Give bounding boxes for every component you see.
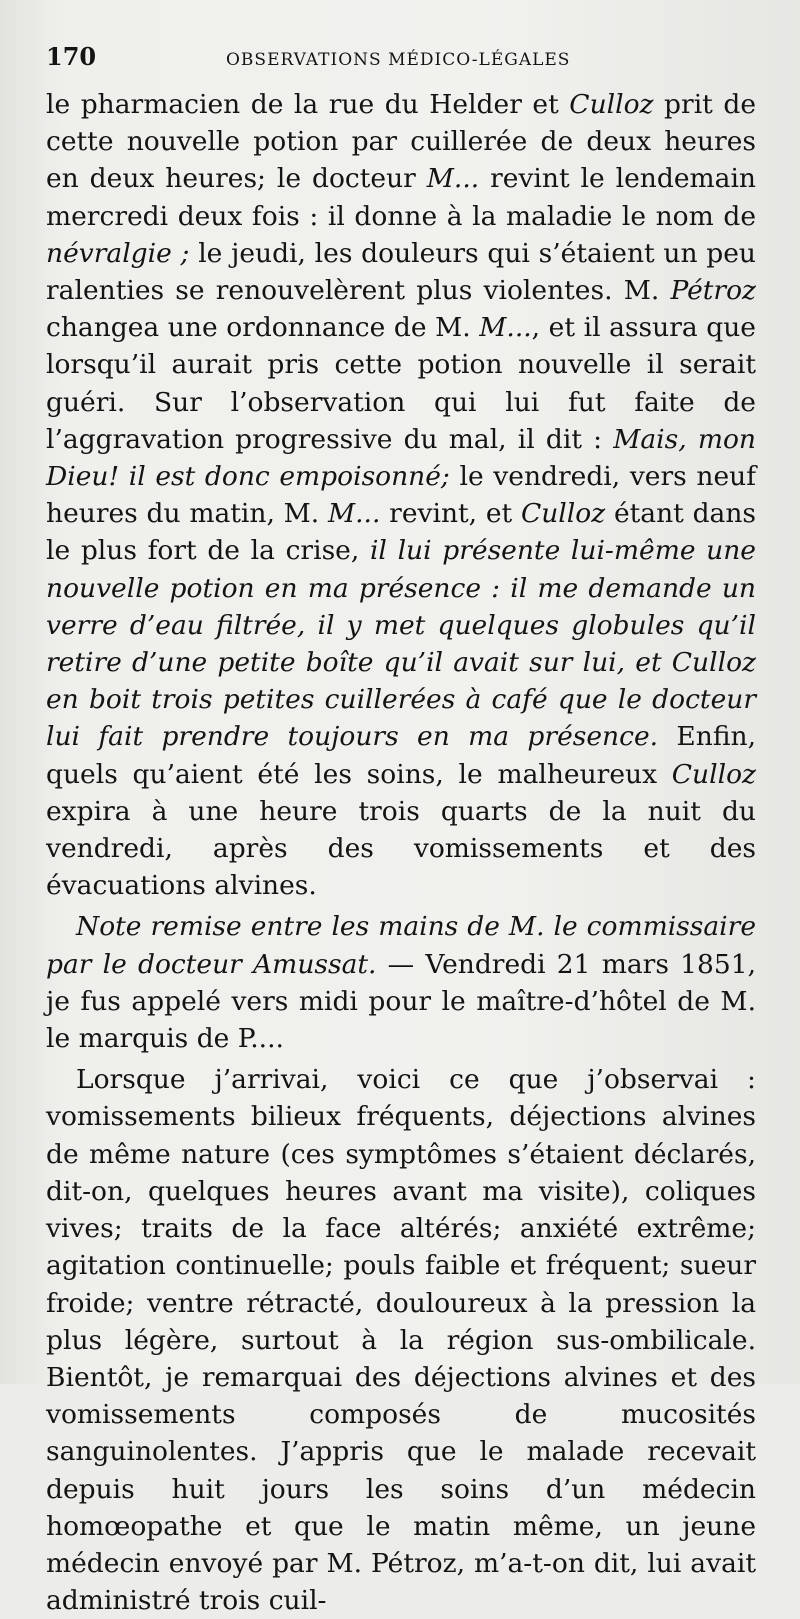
text-segment: revint le lendemain mercredi deux fois : il donne à la maladie le nom de — [46, 163, 756, 232]
text-segment: le jeudi, les douleurs qui s’étaient un peu ralenties se renouvelèrent plus violentes. M. — [46, 237, 757, 307]
paragraph-observations — [46, 1061, 756, 1619]
page-body — [46, 86, 756, 1619]
paragraph-culloz-account — [46, 86, 756, 904]
text-segment: le vendredi, vers neuf heures du matin, M. — [46, 461, 757, 530]
text-segment: étant dans le plus fort de la crise, — [46, 498, 757, 567]
text-segment: Lorsque j’arrivai, voici ce que j’observai : vomissements bilieux fréquents, déjections alvines de même nature (ces symptômes s’étaient déclarés, dit-on, quelques heures avant ma visite), coliques vives; traits de la face altérés; anxiété extrême; agitation continuelle; pouls faible et fréquent; sueur froide; ventre rétracté, douloureux à la pression la plus légère, surtout à la région sus-ombilicale. Bientôt, je remarquai des déjections alvines et des vomissements composés de mucosités sanguinolentes. J’appris que le malade recevait depuis huit jours les soins d’un médecin homœopathe et que le matin même, un jeune médecin envoyé par M. Pétroz, m’a-t-on dit, lui avait administré trois cuil- — [46, 1064, 756, 1617]
italic-text-segment: Note remise entre les mains de M. le commissaire par le docteur Amussat. — [46, 911, 756, 980]
italic-text-segment: M... — [426, 163, 480, 195]
text-segment: changea une ordonnance de M. — [46, 312, 480, 344]
italic-text-segment: Mais, mon Dieu! il est donc empoisonné; — [46, 423, 756, 493]
italic-text-segment: Culloz — [569, 89, 654, 120]
text-segment: expira à une heure trois quarts de la nuit du vendredi, après des vomissements et des évacuations alvines. — [46, 795, 756, 902]
italic-text-segment: Culloz — [520, 498, 606, 530]
page-header — [46, 42, 756, 78]
text-segment: prit de cette nouvelle potion par cuillerée de deux heures en deux heures; le docteur — [46, 89, 757, 195]
italic-text-segment: il lui présente lui-même une nouvelle potion en ma présence : il me demande un verre d’eau filtrée, il y met quelques globules qu’il retire d’une petite boîte qu’il avait sur lui, et Culloz en boit trois petites cuillerées à café que le docteur lui fait prendre toujours en ma présence. — [46, 535, 756, 753]
italic-text-segment: névralgie ; — [46, 237, 190, 269]
page-number: 170 — [46, 42, 97, 71]
italic-text-segment: Culloz — [671, 758, 756, 790]
text-segment: — Vendredi 21 mars 1851, je fus appelé vers midi pour le maître-d’hôtel de M. le marquis de P.... — [46, 948, 756, 1055]
text-segment: revint, et — [380, 498, 521, 530]
italic-text-segment: Pétroz — [670, 275, 756, 307]
paragraph-amussat-note — [46, 908, 756, 1057]
text-segment: le pharmacien de la rue du Helder et — [46, 89, 570, 120]
text-segment: Enfin, quels qu’aient été les soins, le malheureux — [46, 721, 756, 790]
running-title: OBSERVATIONS MÉDICO-LÉGALES — [226, 50, 571, 70]
text-segment: , et il assura que lorsqu’il aurait pris cette potion nouvelle il serait guéri. Sur l’observation qui lui fut faite de l’aggravation progressive du mal, il dit : — [46, 312, 756, 455]
italic-text-segment: M... — [479, 312, 532, 344]
italic-text-segment: M... — [327, 498, 381, 530]
